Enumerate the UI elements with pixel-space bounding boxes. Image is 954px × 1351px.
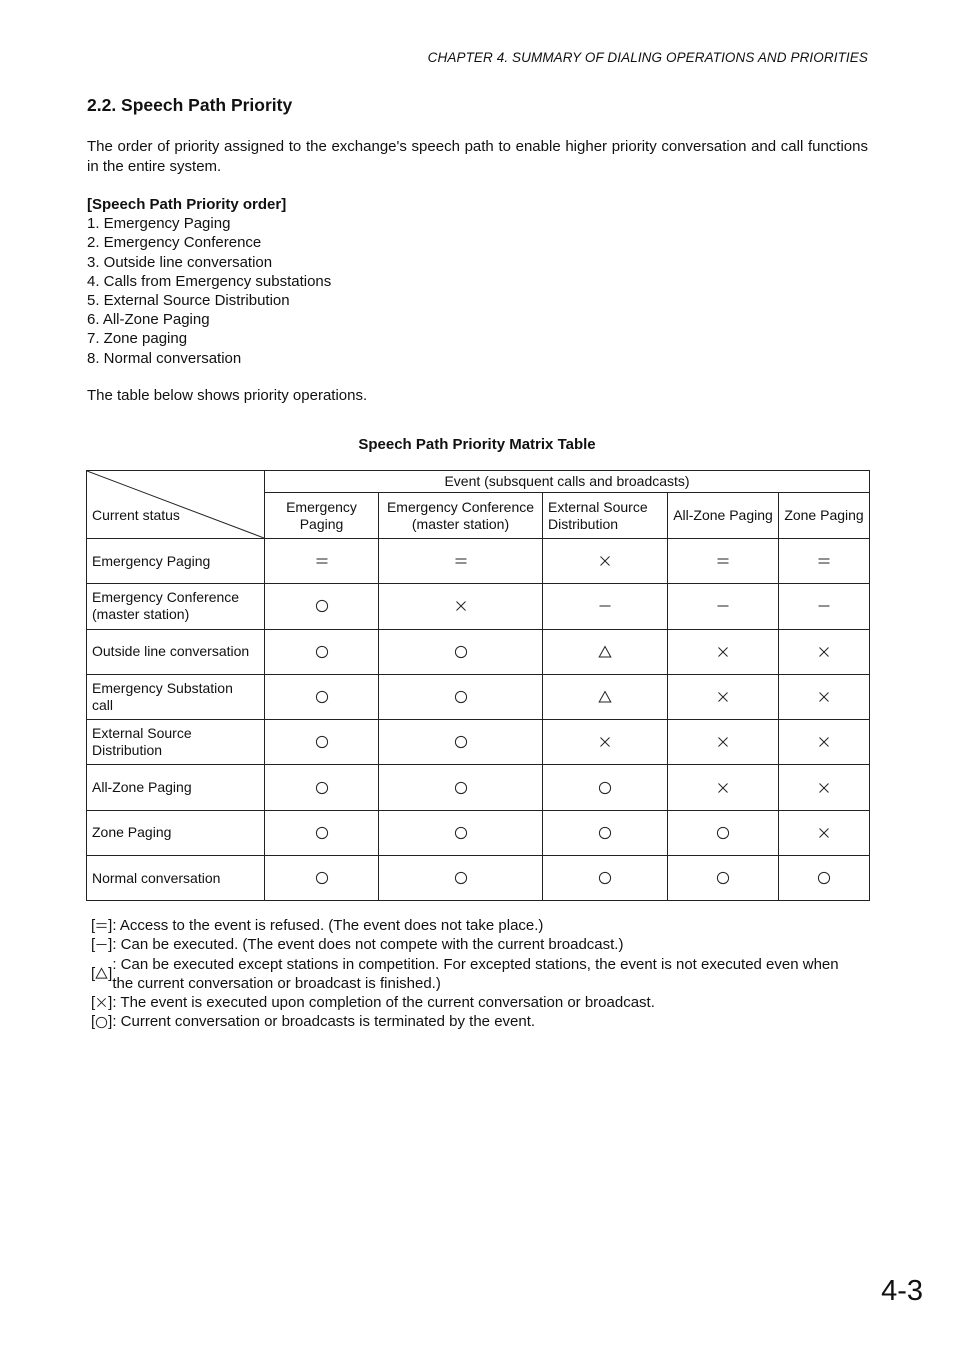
matrix-cell — [543, 720, 668, 765]
matrix-cell — [779, 584, 870, 629]
dash-symbol-icon — [784, 599, 864, 613]
matrix-cell — [379, 539, 543, 584]
matrix-cell — [265, 629, 379, 674]
column-header-line1: External Source — [548, 498, 648, 515]
circle-symbol-icon — [384, 781, 537, 795]
priority-matrix-table — [86, 470, 870, 901]
chapter-header: CHAPTER 4. SUMMARY OF DIALING OPERATIONS AND PRIORITIES — [427, 50, 868, 65]
cross-symbol-icon — [784, 735, 864, 749]
circle-symbol-icon: [ ] — [91, 1013, 113, 1031]
legend-text: : Access to the event is refused. (The event does not take place.) — [112, 917, 544, 934]
equal-symbol-icon — [270, 554, 373, 568]
table-title: Speech Path Priority Matrix Table — [358, 436, 596, 453]
circle-symbol-icon — [384, 826, 537, 840]
circle-symbol-icon — [548, 826, 662, 840]
cross-symbol-icon — [784, 826, 864, 840]
table-row — [87, 810, 870, 855]
circle-symbol-icon — [548, 871, 662, 885]
priority-order-item: 2. Emergency Conference — [87, 234, 262, 252]
row-header-line1: Zone Paging — [92, 824, 172, 841]
legend-text: : Can be executed. (The event does not compete with the current broadcast.) — [112, 936, 624, 954]
row-header-line2: Distribution — [92, 742, 163, 759]
matrix-cell — [779, 674, 870, 719]
circle-symbol-icon — [270, 735, 373, 749]
matrix-cell — [668, 584, 779, 629]
column-header-line2: Paging — [299, 515, 344, 532]
cross-symbol-icon — [784, 645, 864, 659]
table-note: The table below shows priority operations. — [87, 387, 368, 404]
priority-order-item: 8. Normal conversation — [87, 349, 242, 367]
column-header-line1: Emergency — [286, 498, 357, 515]
column-header — [668, 493, 779, 539]
cross-symbol-icon: [ ] — [91, 994, 113, 1012]
matrix-body — [87, 539, 870, 901]
equal-symbol-icon: [ ] — [91, 917, 113, 934]
priority-order-item: 5. External Source Distribution — [87, 292, 290, 310]
legend-item — [91, 1012, 851, 1031]
legend-text: : Can be executed except stations in competition. For excepted stations, the event is not executed even when the current conversation or broadcast is finished.) — [112, 955, 839, 992]
row-header-line1: Emergency Substation — [92, 680, 233, 697]
column-header — [379, 493, 543, 539]
table-row — [87, 765, 870, 810]
priority-order-item: 3. Outside line conversation — [87, 253, 273, 271]
circle-symbol-icon — [270, 645, 373, 659]
row-header-line1: Emergency Paging — [92, 552, 211, 569]
cross-symbol-icon — [673, 690, 773, 704]
matrix-cell — [379, 720, 543, 765]
column-header — [543, 493, 668, 539]
legend-text: : The event is executed upon completion of the current conversation or broadcast. — [112, 994, 655, 1012]
circle-symbol-icon — [270, 871, 373, 885]
circle-symbol-icon — [673, 871, 773, 885]
matrix-cell — [379, 629, 543, 674]
row-header-line1: External Source — [92, 725, 192, 742]
cross-symbol-icon — [784, 690, 864, 704]
column-header-line1: Emergency Conference — [386, 498, 535, 515]
triangle-symbol-icon — [548, 645, 662, 659]
cross-symbol-icon — [673, 645, 773, 659]
corner-diagonal — [87, 471, 264, 538]
row-header — [87, 539, 265, 584]
row-header-line1: All-Zone Paging — [92, 779, 192, 796]
matrix-cell — [668, 539, 779, 584]
matrix-cell — [779, 720, 870, 765]
priority-order-item: 4. Calls from Emergency substations — [87, 272, 332, 290]
circle-symbol-icon — [384, 645, 537, 659]
matrix-cell — [779, 765, 870, 810]
matrix-cell — [668, 629, 779, 674]
table-row — [87, 856, 870, 901]
circle-symbol-icon — [784, 871, 864, 885]
table-row — [87, 584, 870, 629]
matrix-cell — [379, 765, 543, 810]
matrix-cell — [379, 584, 543, 629]
triangle-symbol-icon: [ ] — [91, 965, 113, 983]
matrix-cell — [543, 629, 668, 674]
table-row — [87, 674, 870, 719]
equal-symbol-icon — [384, 554, 537, 568]
matrix-cell — [265, 674, 379, 719]
circle-symbol-icon — [384, 690, 537, 704]
matrix-cell — [265, 765, 379, 810]
cross-symbol-icon — [673, 781, 773, 795]
matrix-cell — [779, 856, 870, 901]
circle-symbol-icon — [270, 826, 373, 840]
equal-symbol-icon — [784, 554, 864, 568]
row-header — [87, 584, 265, 629]
column-header-line1: All-Zone Paging — [673, 507, 773, 523]
matrix-cell — [265, 856, 379, 901]
row-header — [87, 856, 265, 901]
dash-symbol-icon: [ ] — [91, 936, 113, 954]
matrix-cell — [379, 810, 543, 855]
triangle-symbol-icon — [548, 690, 662, 704]
row-header — [87, 810, 265, 855]
event-header: Event (subsquent calls and broadcasts) — [265, 471, 870, 493]
column-header-line1: Zone Paging — [784, 507, 864, 523]
equal-symbol-icon — [673, 554, 773, 568]
priority-order-item: 6. All-Zone Paging — [87, 311, 210, 329]
priority-order-title: [Speech Path Priority order] — [87, 196, 287, 213]
cross-symbol-icon — [548, 735, 662, 749]
legend-item — [91, 993, 851, 1012]
row-header-line2: (master station) — [92, 606, 190, 623]
matrix-cell — [779, 539, 870, 584]
matrix-cell — [265, 539, 379, 584]
dash-symbol-icon — [548, 599, 662, 613]
priority-order-block — [87, 195, 331, 368]
corner-label: Current status — [92, 507, 180, 523]
circle-symbol-icon — [270, 599, 373, 613]
priority-order-item: 1. Emergency Paging — [87, 215, 231, 233]
row-header — [87, 629, 265, 674]
row-header-line2: call — [92, 697, 114, 714]
matrix-cell — [543, 539, 668, 584]
matrix-cell — [668, 720, 779, 765]
row-header-line1: Normal conversation — [92, 869, 221, 886]
legend-text: : Current conversation or broadcasts is terminated by the event. — [112, 1013, 536, 1031]
priority-order-item: 7. Zone paging — [87, 330, 188, 348]
row-header-line1: Outside line conversation — [92, 643, 250, 660]
dash-symbol-icon — [673, 599, 773, 613]
matrix-cell — [668, 810, 779, 855]
cross-symbol-icon — [784, 781, 864, 795]
cross-symbol-icon — [673, 735, 773, 749]
matrix-cell — [379, 674, 543, 719]
column-header-line2: (master station) — [411, 515, 510, 532]
row-header — [87, 765, 265, 810]
corner-header — [87, 471, 265, 539]
cross-symbol-icon — [548, 554, 662, 568]
row-header — [87, 720, 265, 765]
row-header-line1: Emergency Conference — [92, 589, 240, 606]
circle-symbol-icon — [270, 690, 373, 704]
table-row — [87, 539, 870, 584]
matrix-cell — [543, 584, 668, 629]
matrix-cell — [668, 856, 779, 901]
circle-symbol-icon — [673, 826, 773, 840]
matrix-cell — [265, 584, 379, 629]
column-header — [265, 493, 379, 539]
legend-item — [91, 955, 851, 994]
matrix-cell — [379, 856, 543, 901]
table-row — [87, 629, 870, 674]
matrix-cell — [543, 765, 668, 810]
symbol-legend — [91, 916, 851, 1032]
matrix-cell — [668, 674, 779, 719]
matrix-cell — [543, 810, 668, 855]
column-header — [779, 493, 870, 539]
matrix-cell — [543, 856, 668, 901]
matrix-cell — [543, 674, 668, 719]
circle-symbol-icon — [270, 781, 373, 795]
matrix-cell — [265, 720, 379, 765]
row-header — [87, 674, 265, 719]
priority-order-list — [87, 214, 331, 368]
table-row — [87, 720, 870, 765]
matrix-cell — [779, 810, 870, 855]
circle-symbol-icon — [384, 735, 537, 749]
column-header-line2: Distribution — [548, 515, 619, 532]
page-number: 4-3 — [881, 1275, 923, 1307]
intro-paragraph: The order of priority assigned to the exchange's speech path to enable higher priority conversation and call functions in the entire system. — [87, 138, 868, 175]
circle-symbol-icon — [548, 781, 662, 795]
legend-item — [91, 916, 851, 935]
section-title: 2.2. Speech Path Priority — [87, 95, 293, 115]
cross-symbol-icon — [384, 599, 537, 613]
matrix-cell — [265, 810, 379, 855]
matrix-cell — [668, 765, 779, 810]
circle-symbol-icon — [384, 871, 537, 885]
matrix-cell — [779, 629, 870, 674]
legend-item — [91, 935, 851, 954]
